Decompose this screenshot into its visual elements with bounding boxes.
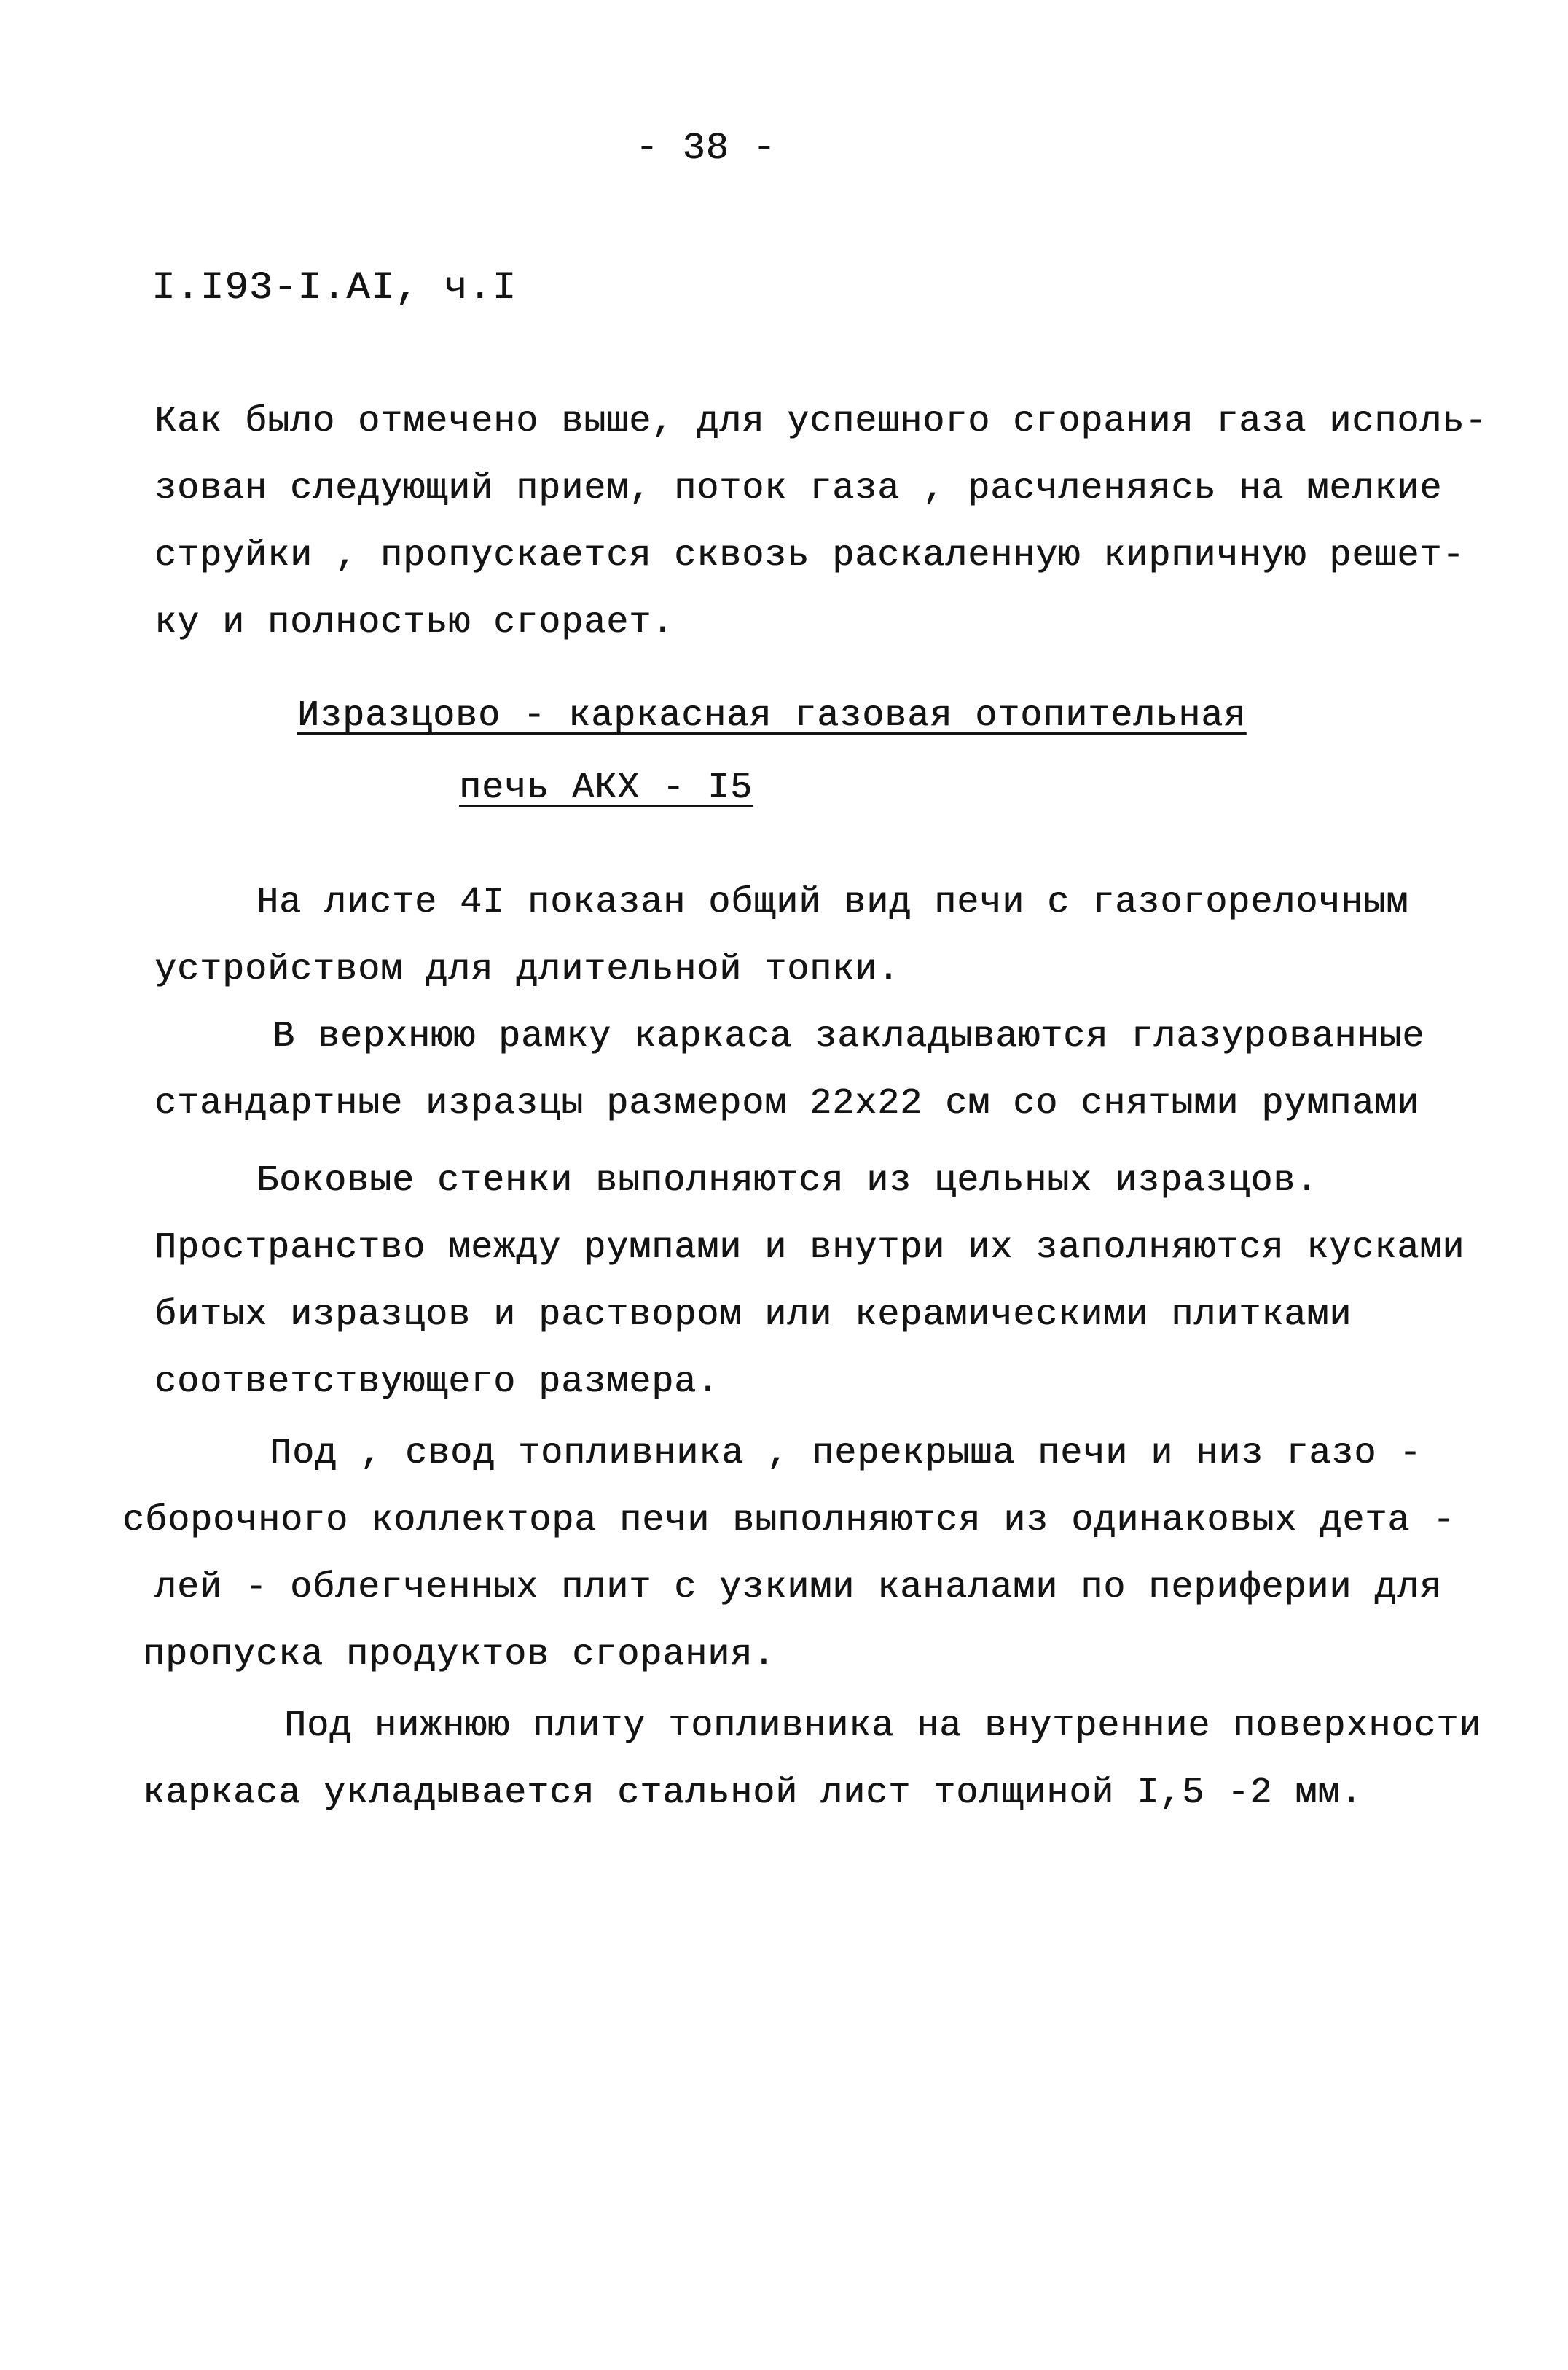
text-line: струйки , пропускается сквозь раскаленную кирпичную решет-: [154, 535, 1465, 576]
text-line: пропуска продуктов сгорания.: [143, 1634, 776, 1675]
text-line: битых изразцов и раствором или керамическими плитками: [154, 1294, 1352, 1336]
page-number: - 38 -: [635, 127, 777, 170]
text-line: соответствующего размера.: [154, 1361, 720, 1403]
text-line: Под нижнюю плиту топливника на внутренние поверхности: [284, 1705, 1482, 1747]
text-line: зован следующий прием, поток газа , расчленяясь на мелкие: [154, 468, 1443, 509]
text-line: сборочного коллектора печи выполняются из одинаковых дета -: [122, 1500, 1456, 1541]
text-line: Боковые стенки выполняются из цельных изразцов.: [256, 1160, 1319, 1202]
text-line: В верхнюю рамку каркаса закладываются глазурованные: [273, 1016, 1425, 1057]
heading-line: Изразцово - каркасная газовая отопительная: [297, 695, 1247, 737]
text-line: На листе 4I показан общий вид печи с газогорелочным: [256, 882, 1409, 923]
text-line: каркаса укладывается стальной лист толщиной I,5 -2 мм.: [143, 1772, 1363, 1814]
document-code: I.I93-I.AI, ч.I: [152, 266, 517, 310]
heading-line: печь АКХ - I5: [459, 767, 753, 809]
text-line: лей - облегченных плит с узкими каналами по периферии для: [154, 1567, 1443, 1608]
text-line: Под , свод топливника , перекрыша печи и низ газо -: [270, 1433, 1422, 1474]
text-line: Пространство между румпами и внутри их заполняются кусками: [154, 1227, 1465, 1269]
text-line: Как было отмечено выше, для успешного сгорания газа исполь-: [154, 401, 1488, 442]
text-line: ку и полностью сгорает.: [154, 602, 675, 644]
text-line: устройством для длительной топки.: [154, 949, 901, 990]
text-line: стандартные изразцы размером 22х22 см со снятыми румпами: [154, 1083, 1420, 1125]
